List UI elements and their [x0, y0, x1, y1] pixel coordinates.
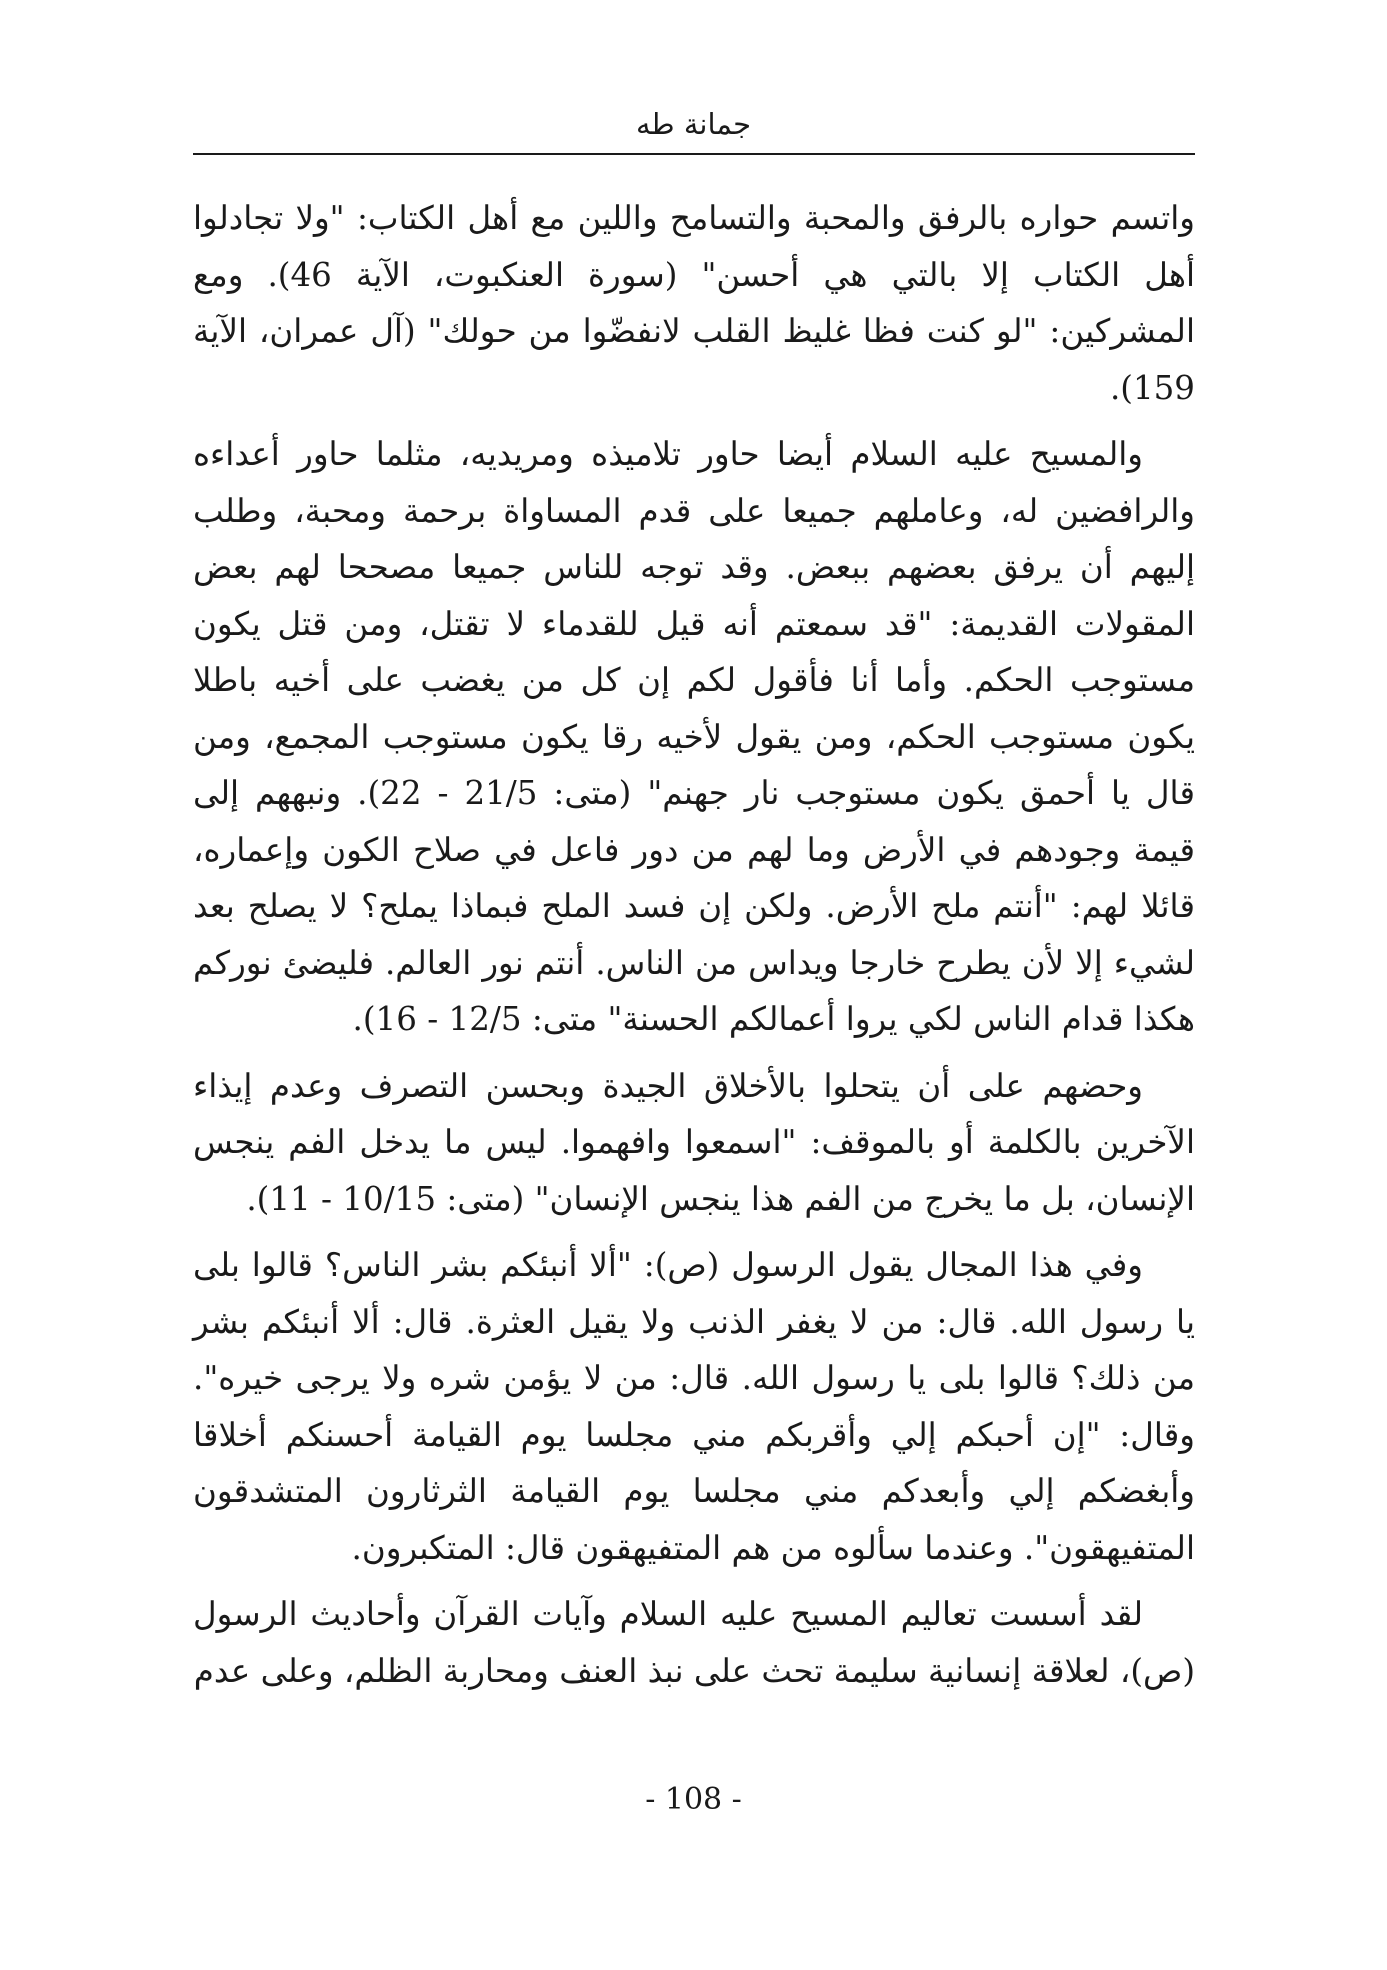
- body-text: [193, 190, 1195, 1709]
- page-number: - 108 -: [645, 1782, 742, 1817]
- paragraph-5: لقد أسست تعاليم المسيح عليه السلام وآيات القرآن وأحاديث الرسول (ص)، لعلاقة إنسانية سليمة تحث على نبذ العنف ومحاربة الظلم، وعلى عدم: [193, 1595, 1195, 1690]
- paragraph-3: وحضهم على أن يتحلوا بالأخلاق الجيدة وبحسن التصرف وعدم إيذاء الآخرين بالكلمة أو بالموقف: "اسمعوا وافهموا. ليس ما يدخل الفم ينجس الإنسان، بل ما يخرج من الفم هذا ينجس الإنسان" (متى: 10/15 - 11).: [193, 1066, 1195, 1218]
- header-divider: [193, 153, 1195, 155]
- running-header: جمانة طه: [636, 107, 751, 141]
- paragraph-2: والمسيح عليه السلام أيضا حاور تلاميذه ومريديه، مثلما حاور أعداءه والرافضين له، وعاملهم جميعا على قدم المساواة برحمة ومحبة، وطلب إليهم أن يرفق بعضهم ببعض. وقد توجه للناس جميعا مصححا لهم بعض المقولات القديمة: "قد سمعتم أنه قيل للقدماء لا تقتل، ومن قتل يكون مستوجب الحكم. وأما أنا فأقول لكم إن كل من يغضب على أخيه باطلا يكون مستوجب الحكم، ومن يقول لأخيه رقا يكون مستوجب المجمع، ومن قال يا أحمق يكون مستوجب نار جهنم" (متى: 21/5 - 22). ونبههم إلى قيمة وجودهم في الأرض وما لهم من دور فاعل في صلاح الكون وإعماره، قائلا لهم: "أنتم ملح الأرض. ولكن إن فسد الملح فبماذا يملح؟ لا يصلح بعد لشيء إلا لأن يطرح خارجا ويداس من الناس. أنتم نور العالم. فليضئ نوركم هكذا قدام الناس لكي يروا أعمالكم الحسنة" متى: 12/5 - 16).: [193, 435, 1195, 1038]
- paragraph-1: واتسم حواره بالرفق والمحبة والتسامح واللين مع أهل الكتاب: "ولا تجادلوا أهل الكتاب إلا بالتي هي أحسن" (سورة العنكبوت، الآية 46). ومع المشركين: "لو كنت فظا غليظ القلب لانفضّوا من حولك" (آل عمران، الآية 159).: [193, 199, 1195, 407]
- paragraph-4: وفي هذا المجال يقول الرسول (ص): "ألا أنبئكم بشر الناس؟ قالوا بلى يا رسول الله. قال: من لا يغفر الذنب ولا يقيل العثرة. قال: ألا أنبئكم بشر من ذلك؟ قالوا بلى يا رسول الله. قال: من لا يؤمن شره ولا يرجى خيره". وقال: "إن أحبكم إلي وأقربكم مني مجلسا يوم القيامة أحسنكم أخلاقا وأبغضكم إلي وأبعدكم مني مجلسا يوم القيامة الثرثارون المتشدقون المتفيهقون". وعندما سألوه من هم المتفيهقون قال: المتكبرون.: [193, 1246, 1195, 1567]
